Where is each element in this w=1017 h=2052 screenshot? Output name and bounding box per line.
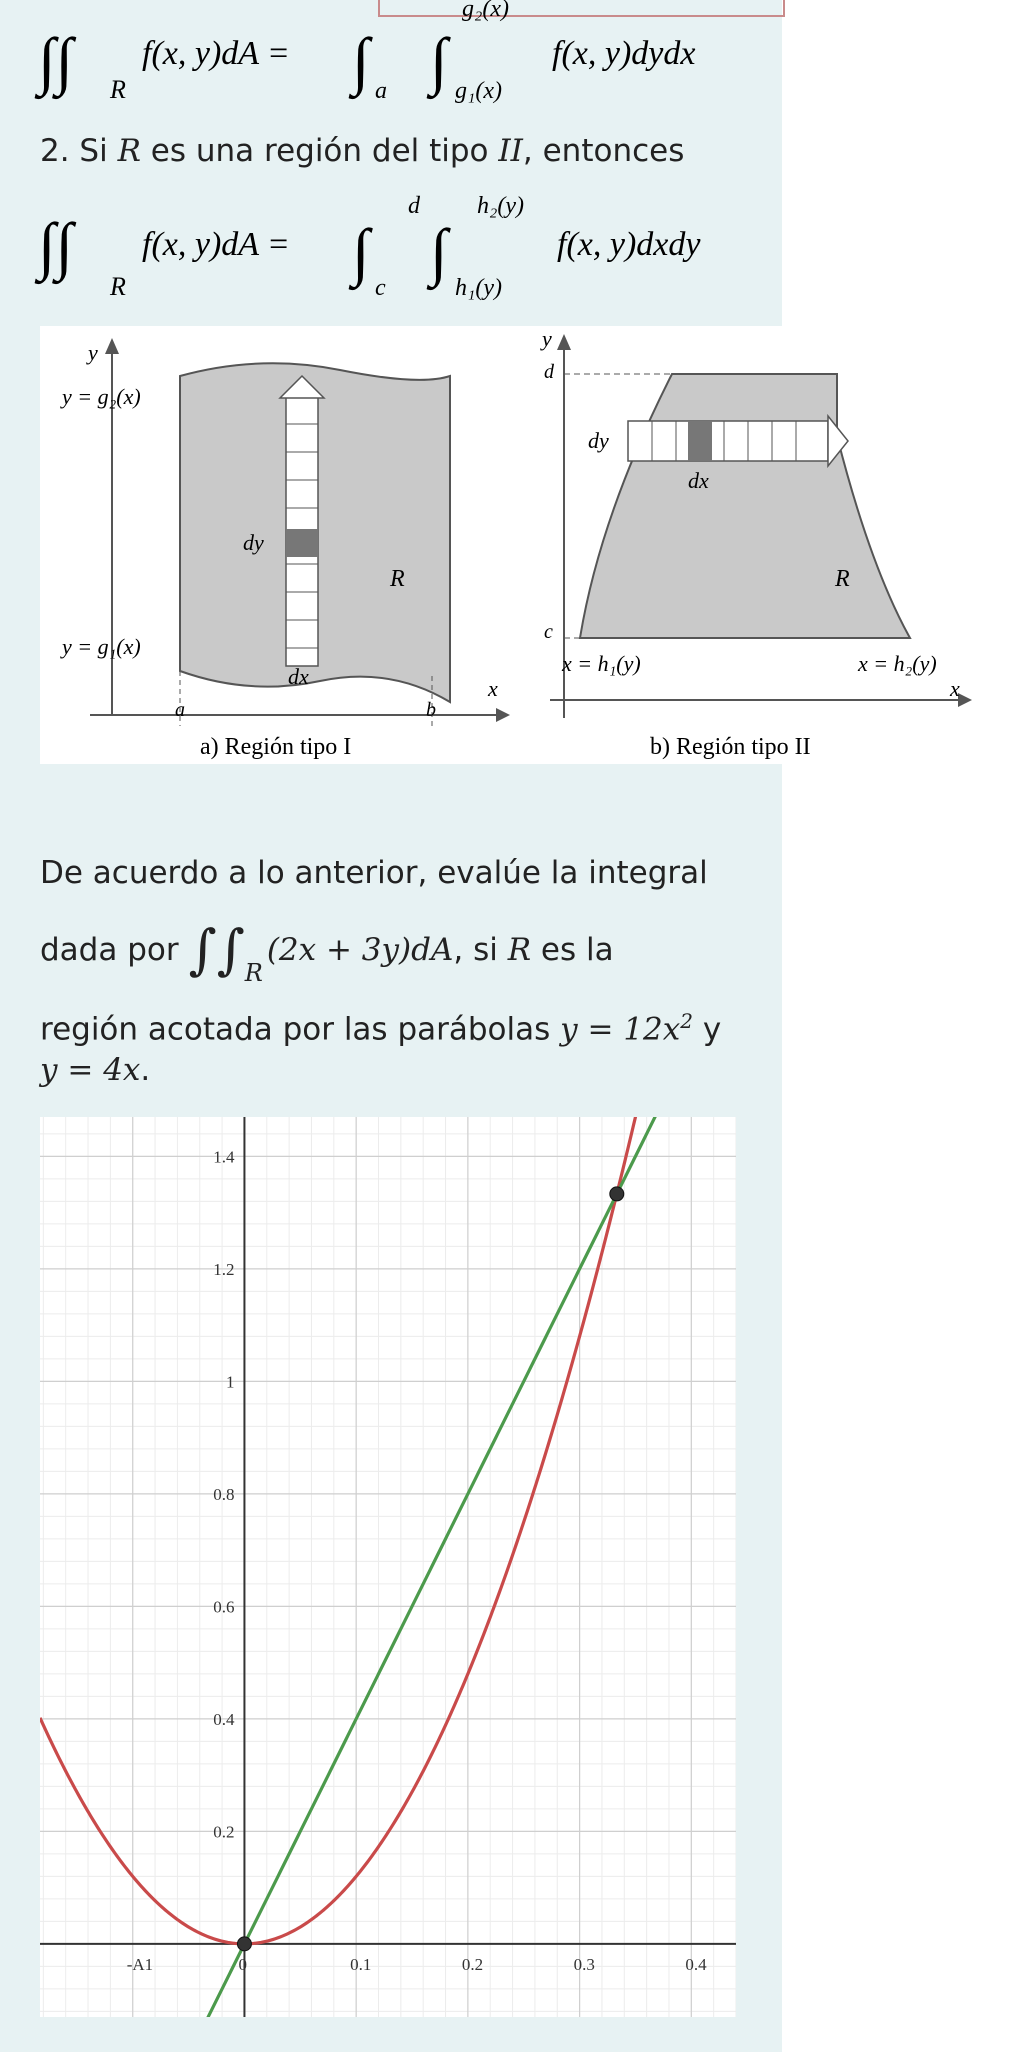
formula1-body: f(x, y)dydx <box>552 35 696 72</box>
figb-dx-label: dx <box>688 468 709 493</box>
figure-region-type-two <box>540 326 972 760</box>
figb-region-label: R <box>835 566 850 592</box>
figb-left-curve-label: x = h₁(y) <box>562 651 641 676</box>
problem-line-3: región acotada por las parábolas $y = 12x^2$ y <box>40 1009 722 1048</box>
y-tick-label: 0.2 <box>213 1822 235 1842</box>
figa-dy-label: dy <box>243 530 264 555</box>
formula1-inner-lower: g₁(x) <box>455 78 502 104</box>
grid-minor <box>40 1117 736 2017</box>
formula1-outer-lower: a <box>375 78 387 104</box>
y-tick-label: 0.6 <box>213 1597 235 1617</box>
var-r: R <box>117 133 141 169</box>
region-figures <box>40 326 1017 764</box>
formula2-inner-lower: h₁(y) <box>455 275 502 301</box>
formula2-body: f(x, y)dxdy <box>557 226 701 263</box>
problem-line-1: De acuerdo a lo anterior, evalúe la integral <box>40 855 708 891</box>
intersection-point <box>237 1937 251 1951</box>
figa-caption: a) Región tipo I <box>200 734 352 760</box>
horizontal-strip <box>628 416 848 466</box>
formula-type-two <box>30 185 780 315</box>
x-tick-label: 0.3 <box>573 1954 595 1974</box>
var-ii: II <box>498 133 523 169</box>
formula1-inner-upper: g₂(x) <box>462 0 509 22</box>
parabola-exponent: 2 <box>680 1009 693 1033</box>
formula-type-one <box>30 0 780 115</box>
formula2-outer-upper: d <box>408 193 420 219</box>
x-tick-label: -A1 <box>126 1954 154 1974</box>
graph-svg <box>40 1117 736 2017</box>
formula1-lhs-sub: R <box>110 75 126 104</box>
parabola-equation: y = 12x <box>560 1011 681 1048</box>
figb-d-label: d <box>544 361 554 383</box>
formula1-int-inner: ∫ <box>430 25 448 96</box>
y-tick-label: 0.8 <box>213 1484 235 1504</box>
curve-4x <box>195 1117 668 2017</box>
figb-x-axis-label: x <box>950 676 960 701</box>
curves <box>40 1117 668 2017</box>
figa-dx-label: dx <box>288 664 309 689</box>
formula2-int-inner: ∫ <box>430 216 448 287</box>
formula1-lhs-body: f(x, y)dA = <box>142 35 290 72</box>
x-tick-label: 0.4 <box>685 1954 707 1974</box>
tick-labels <box>127 1147 707 1974</box>
line-equation: y = 4x <box>40 1052 141 1088</box>
figa-upper-curve-label: y = g₂(x) <box>62 384 141 409</box>
problem-integrand: (2x + 3y)dA <box>266 932 454 968</box>
vertical-strip <box>280 376 324 666</box>
formula2-lhs-sub: R <box>110 272 126 301</box>
figa-region-label: R <box>390 566 405 592</box>
axes <box>40 1117 736 2017</box>
formula2-int-outer: ∫ <box>352 216 370 287</box>
problem-line-4: y = 4x. <box>40 1052 151 1088</box>
function-graph <box>40 1117 736 2017</box>
problem-region-r: R <box>507 932 532 968</box>
formula2-lhs-body: f(x, y)dA = <box>142 226 290 263</box>
y-tick-label: 0.4 <box>213 1709 235 1729</box>
formula2-inner-upper: h₂(y) <box>477 193 524 219</box>
figb-caption: b) Región tipo II <box>650 734 811 760</box>
figa-y-axis-label: y <box>88 340 98 365</box>
x-tick-label: 0.1 <box>350 1954 372 1974</box>
figure-region-type-one <box>60 338 510 760</box>
x-tick-label: 0 <box>238 1954 247 1974</box>
curve-12x2 <box>40 1117 642 1944</box>
figb-y-axis-label: y <box>542 326 552 351</box>
formula1-double-integral: ∫∫ <box>38 25 74 96</box>
figb-dy-label: dy <box>588 428 609 453</box>
grid-major <box>40 1117 736 2017</box>
figa-b-label: b <box>426 699 436 721</box>
figb-right-curve-label: x = h₂(y) <box>858 651 937 676</box>
formula2-outer-lower: c <box>375 275 386 301</box>
y-tick-label: 1.2 <box>213 1259 235 1279</box>
y-tick-label: 1.4 <box>213 1147 235 1167</box>
item-two-text: 2. Si R es una región del tipo II, entonces <box>40 133 685 169</box>
intersection-point <box>610 1187 624 1201</box>
figb-c-label: c <box>544 621 553 643</box>
problem-line-2: dada por $\int\int_R(2x + 3y)dA$, si R es la <box>40 918 614 988</box>
problem-double-integral: ∫∫ <box>188 918 245 981</box>
region-figures-svg <box>40 326 1017 764</box>
figa-lower-curve-label: y = g₁(x) <box>62 634 141 659</box>
x-tick-label: 0.2 <box>461 1954 484 1974</box>
formula1-int-outer: ∫ <box>352 25 370 96</box>
figa-a-label: a <box>175 699 185 721</box>
formula2-double-integral: ∫∫ <box>38 210 74 281</box>
y-tick-label: 1 <box>225 1372 235 1392</box>
problem-integral-sub: R <box>244 959 263 988</box>
figa-x-axis-label: x <box>488 676 498 701</box>
